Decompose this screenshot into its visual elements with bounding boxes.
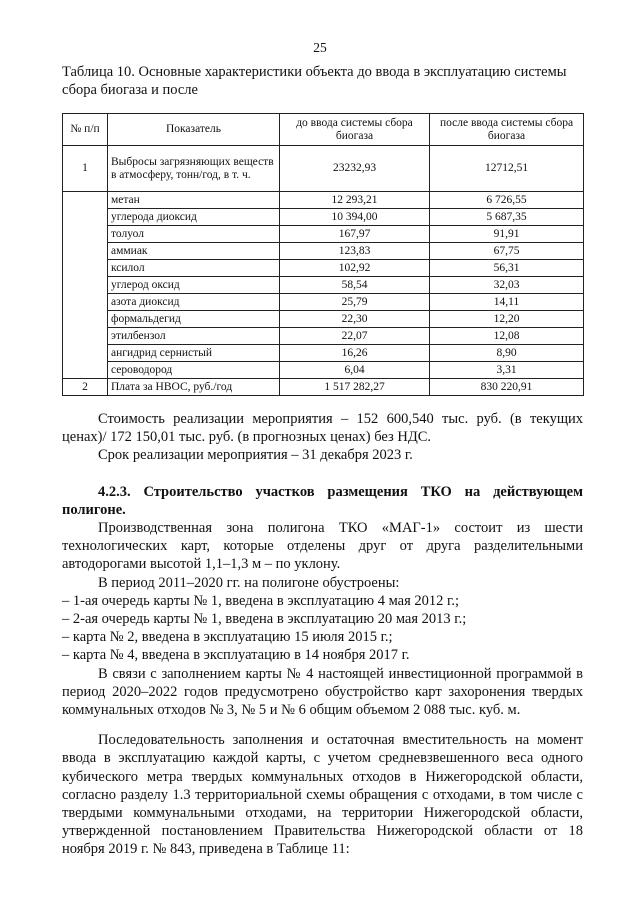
substance-before: 167,97 bbox=[280, 226, 430, 243]
substance-after: 5 687,35 bbox=[430, 209, 584, 226]
table-row bbox=[63, 192, 584, 209]
substance-after: 67,75 bbox=[430, 243, 584, 260]
substance-name: толуол bbox=[108, 226, 280, 243]
substance-after: 91,91 bbox=[430, 226, 584, 243]
table-row bbox=[63, 294, 584, 311]
table-row bbox=[63, 209, 584, 226]
substance-before: 22,07 bbox=[280, 328, 430, 345]
row-value-after: 830 220,91 bbox=[430, 379, 584, 396]
substance-before: 102,92 bbox=[280, 260, 430, 277]
table-header-row bbox=[63, 114, 584, 146]
table-row bbox=[63, 362, 584, 379]
deadline-paragraph: Срок реализации мероприятия – 31 декабря 2023 г. bbox=[98, 447, 413, 464]
substance-after: 6 726,55 bbox=[430, 192, 584, 209]
table-row bbox=[63, 277, 584, 294]
substance-after: 12,08 bbox=[430, 328, 584, 345]
list-item: – 2-ая очередь карты № 1, введена в эксплуатацию 20 мая 2013 г.; bbox=[62, 611, 467, 628]
substance-after: 8,90 bbox=[430, 345, 584, 362]
substance-name: углерод оксид bbox=[108, 277, 280, 294]
row-number: 1 bbox=[63, 146, 108, 192]
substance-before: 25,79 bbox=[280, 294, 430, 311]
list-item: – 1-ая очередь карты № 1, введена в эксплуатацию 4 мая 2012 г.; bbox=[62, 592, 459, 609]
cost-paragraph: Стоимость реализации мероприятия – 152 600,540 тыс. руб. (в текущих ценах)/ 172 150,01 тыс. руб. (в прогнозных ценах) без НДС. bbox=[62, 411, 583, 446]
substance-name: аммиак bbox=[108, 243, 280, 260]
row-indicator: Плата за НВОС, руб./год bbox=[108, 379, 280, 396]
table-row bbox=[63, 379, 584, 396]
substance-name: ангидрид сернистый bbox=[108, 345, 280, 362]
period-intro: В период 2011–2020 гг. на полигоне обустроены: bbox=[98, 574, 400, 591]
substance-before: 12 293,21 bbox=[280, 192, 430, 209]
header-after: после ввода системы сбора биогаза bbox=[430, 114, 584, 146]
filling-paragraph: В связи с заполнением карты № 4 настоящей инвестиционной программой в период 2020–2022 годов предусмотрено обустройство карт захоронения твердых коммунальных отходов № 3, № 5 и № 6 общим объемом 2 088 тыс. куб. м. bbox=[62, 665, 583, 719]
table-row bbox=[63, 328, 584, 345]
table-row bbox=[63, 345, 584, 362]
row-indicator: Выбросы загрязняющих веществ в атмосферу, тонн/год, в т. ч. bbox=[108, 146, 280, 192]
table-row bbox=[63, 146, 584, 192]
substance-before: 22,30 bbox=[280, 311, 430, 328]
sequence-paragraph: Последовательность заполнения и остаточная вместительность на момент ввода в эксплуатацию каждой карты, с учетом средневзвешенного веса одного кубического метра твердых коммунальных отходов в Нижегородской области, согласно разделу 1.3 территориальной схемы обращения с отходами, в том числе с твердыми коммунальными отходами, на территории Нижегородской области, утвержденной постановлением Правительства Нижегородской области от 18 ноября 2019 г. № 843, приведена в Таблице 11: bbox=[62, 732, 583, 858]
substance-name: формальдегид bbox=[108, 311, 280, 328]
biogas-characteristics-table bbox=[62, 113, 584, 396]
substance-after: 14,11 bbox=[430, 294, 584, 311]
header-number: № п/п bbox=[63, 114, 108, 146]
empty-number-cell bbox=[63, 192, 108, 379]
table-caption: Таблица 10. Основные характеристики объекта до ввода в эксплуатацию системы сбора биогаза и после bbox=[62, 64, 567, 98]
table-row bbox=[63, 260, 584, 277]
page-number: 25 bbox=[313, 40, 327, 55]
zone-paragraph: Производственная зона полигона ТКО «МАГ-1» состоит из шести технологических карт, которые отделены друг от друга разделительными автодорогами высотой 1,1–1,3 м – по уклону. bbox=[62, 520, 583, 573]
substance-before: 58,54 bbox=[280, 277, 430, 294]
substance-after: 12,20 bbox=[430, 311, 584, 328]
substance-name: углерода диоксид bbox=[108, 209, 280, 226]
row-value-before: 23232,93 bbox=[280, 146, 430, 192]
substance-name: азота диоксид bbox=[108, 294, 280, 311]
substance-after: 56,31 bbox=[430, 260, 584, 277]
header-before: до ввода системы сбора биогаза bbox=[280, 114, 430, 146]
substance-name: этилбензол bbox=[108, 328, 280, 345]
body-text bbox=[62, 410, 583, 859]
list-item: – карта № 4, введена в эксплуатацию в 14 ноября 2017 г. bbox=[62, 647, 410, 664]
substance-after: 32,03 bbox=[430, 277, 584, 294]
header-indicator: Показатель bbox=[108, 114, 280, 146]
substance-before: 6,04 bbox=[280, 362, 430, 379]
row-number: 2 bbox=[63, 379, 108, 396]
substance-name: ксилол bbox=[108, 260, 280, 277]
substance-name: сероводород bbox=[108, 362, 280, 379]
table-row bbox=[63, 243, 584, 260]
substance-before: 16,26 bbox=[280, 345, 430, 362]
table-row bbox=[63, 311, 584, 328]
row-value-after: 12712,51 bbox=[430, 146, 584, 192]
substance-after: 3,31 bbox=[430, 362, 584, 379]
list-item: – карта № 2, введена в эксплуатацию 15 июля 2015 г.; bbox=[62, 629, 393, 646]
substance-before: 10 394,00 bbox=[280, 209, 430, 226]
table-row bbox=[63, 226, 584, 243]
row-value-before: 1 517 282,27 bbox=[280, 379, 430, 396]
substance-name: метан bbox=[108, 192, 280, 209]
substance-before: 123,83 bbox=[280, 243, 430, 260]
section-heading: 4.2.3. Строительство участков размещения ТКО на действующем полигоне. bbox=[62, 483, 583, 518]
